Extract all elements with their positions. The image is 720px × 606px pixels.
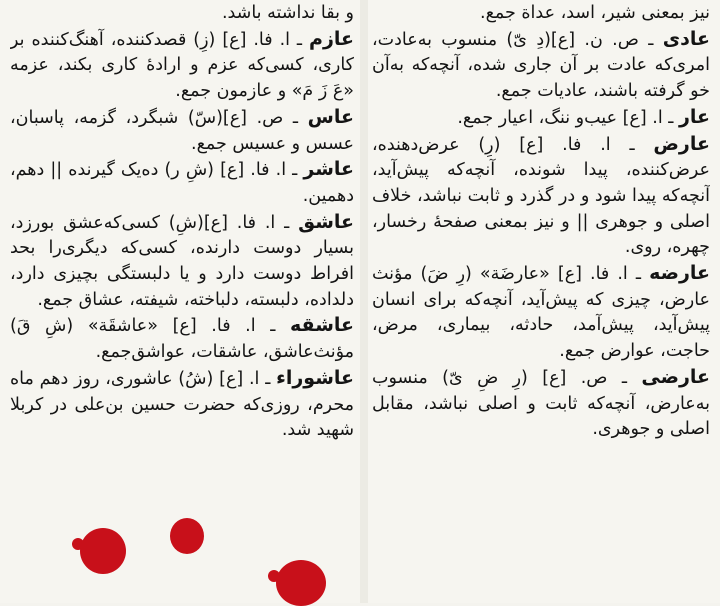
entry-azem [10, 27, 354, 105]
definition: و بقا نداشته باشد. [221, 3, 354, 23]
definition: ـ ا. فا. [ع] «عارضَة» (رِ ضَ) مؤنث عارض، چیزی که پیش‌آید، آنچه‌که برای انسان پیش‌آید، پیش‌آمد، حادثه، بیماری، مرض، حاجت، عوارض جمع. [372, 264, 710, 362]
definition: ـ ا. فا. [ع] (زِ) قصد‌کننده، آهنگ‌کننده بر کاری، کسی‌که عزم و ارادهٔ کاری بکند، عزمه «عَ زَ مَ» و عازمون جمع. [10, 29, 354, 102]
entry-arez [372, 132, 710, 262]
entry-ar [372, 105, 710, 132]
definition: ـ ص. ن. [ع](دِ یّ) منسوب به‌عادت، امری‌که عادت بر آن جاری شده، آنچه‌که به‌آن خو گرفته باشند، عادیات جمع. [372, 29, 710, 102]
headword: عار [678, 105, 710, 128]
red-blood-blot [80, 528, 126, 574]
headword: عاشر [303, 158, 354, 181]
headword: عاشقه [290, 314, 354, 337]
headword: عارض [653, 132, 710, 155]
red-blood-blot [170, 518, 204, 554]
headword: عازم [309, 27, 354, 50]
definition: نیز بمعنی شیر، اسد، عداة جمع. [480, 3, 710, 23]
entry-ashura [10, 366, 354, 444]
definition: ـ ا. [ع] (شُ) عاشوری، روز دهم ماه محرم، روزی‌که حضرت حسین‌ بن‌علی در کربلا شهید شد. [10, 368, 354, 441]
entry-areze [372, 261, 710, 365]
headword: عاس [307, 105, 354, 128]
definition: ـ ا. فا. [ع] (رِ) عرض‌دهنده، عرض‌کننده، پیدا شونده، آنچه‌که پیش‌آید، آنچه‌که پیدا شود‌ و در گذرد و ثابت نباشد، خلاف‌ اصلی‌ و جوهری || و نیز بمعنی صفحهٔ‌ رخسار، چهره، روی. [372, 134, 710, 258]
headword: عاشق [298, 210, 354, 233]
entry-adi [372, 27, 710, 105]
entry-arezi [372, 365, 710, 443]
entry-as [10, 105, 354, 157]
definition: ـ ا. فا. [ع](شِ) کسی‌که‌عشق بورزد، بسیار دوست دارنده، کسی‌که دیگری‌را بحد افراط دوست دارد و یا دلبستگی بچیزی دارد، دلداده، دلبسته، دلباخته، شیفته، عشاق جمع. [10, 212, 354, 310]
column-gutter [360, 0, 368, 603]
entry-nominal-plural [372, 0, 710, 27]
entry-asheqe [10, 313, 354, 365]
entry-asher [10, 157, 354, 209]
definition: ـ ص. [ع](سّ) شبگرد، گزمه، پاسبان، عسس و عسیس جمع. [10, 107, 354, 154]
left-column [10, 0, 354, 603]
definition: ـ ا. فا. [ع] «عاشقَة» (شِ قَ) مؤنث‌عاشق، عاشقات، عواشق‌جمع. [10, 316, 354, 363]
headword: عادی [662, 27, 710, 50]
entry-continuation [10, 0, 354, 27]
headword: عارضی [641, 365, 710, 388]
headword: عارضه [649, 262, 710, 285]
definition: ـ ص. [ع] (رِ ضِ یّ) منسوب به‌عارض، آنچه‌که ثابت‌ و اصلی نباشد، مقابل اصلی و جوهری. [372, 367, 710, 440]
headword: عاشوراء [276, 366, 354, 389]
right-column [372, 0, 710, 603]
definition: ـ ا. [ع] عیب‌و ننگ، اعیار جمع. [457, 107, 679, 128]
red-blood-blot [276, 560, 326, 606]
entry-asheq [10, 210, 354, 314]
definition: ـ ا. فا. [ع] (شِ ر) ده‌یک گیرنده || دهم، دهمین. [10, 160, 354, 206]
